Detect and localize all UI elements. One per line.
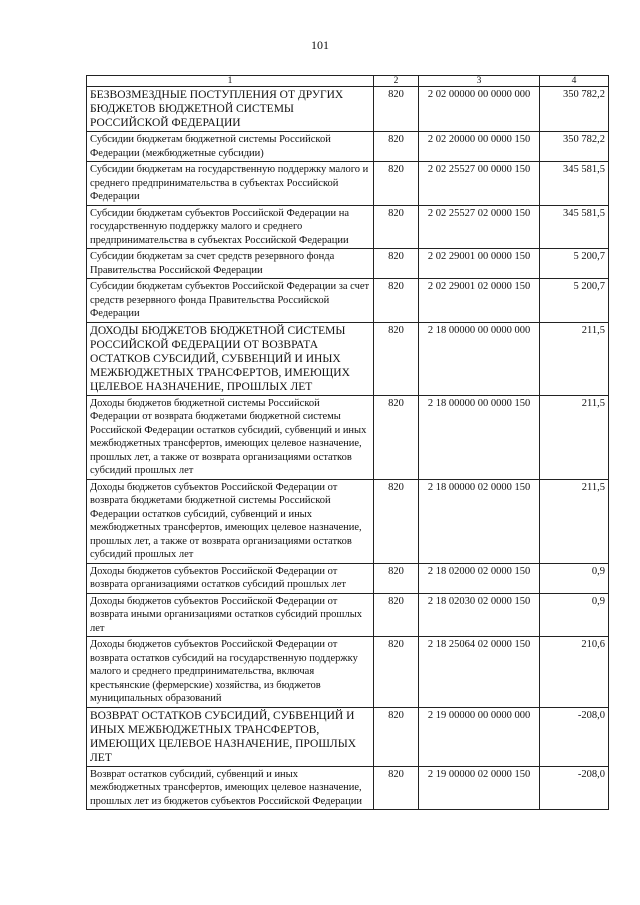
- row-amount-cell: 350 782,2: [540, 87, 609, 132]
- row-amount-cell: 210,6: [540, 637, 609, 708]
- table-row: [87, 637, 609, 708]
- row-name-cell: ДОХОДЫ БЮДЖЕТОВ БЮДЖЕТНОЙ СИСТЕМЫ РОССИЙСКОЙ ФЕДЕРАЦИИ ОТ ВОЗВРАТА ОСТАТКОВ СУБСИДИЙ, СУБВЕНЦИЙ И ИНЫХ МЕЖБЮДЖЕТНЫХ ТРАНСФЕРТОВ, ИМЕЮЩИХ ЦЕЛЕВОЕ НАЗНАЧЕНИЕ, ПРОШЛЫХ ЛЕТ: [87, 322, 374, 395]
- row-code-cell: 820: [374, 593, 419, 637]
- row-name-cell: Доходы бюджетов субъектов Российской Федерации от возврата иными организациями остатков субсидий прошлых лет: [87, 593, 374, 637]
- row-code-cell: 820: [374, 205, 419, 249]
- row-kbk-cell: 2 18 02030 02 0000 150: [419, 593, 540, 637]
- row-name-cell: Субсидии бюджетам за счет средств резервного фонда Правительства Российской Федерации: [87, 249, 374, 279]
- table-header-row: [87, 76, 609, 87]
- table-row: [87, 563, 609, 593]
- row-code-cell: 820: [374, 766, 419, 810]
- row-name-cell: БЕЗВОЗМЕЗДНЫЕ ПОСТУПЛЕНИЯ ОТ ДРУГИХ БЮДЖЕТОВ БЮДЖЕТНОЙ СИСТЕМЫ РОССИЙСКОЙ ФЕДЕРАЦИИ: [87, 87, 374, 132]
- row-kbk-cell: 2 02 25527 02 0000 150: [419, 205, 540, 249]
- row-kbk-cell: 2 19 00000 02 0000 150: [419, 766, 540, 810]
- row-name-cell: ВОЗВРАТ ОСТАТКОВ СУБСИДИЙ, СУБВЕНЦИЙ И ИНЫХ МЕЖБЮДЖЕТНЫХ ТРАНСФЕРТОВ, ИМЕЮЩИХ ЦЕЛЕВОЕ НАЗНАЧЕНИЕ, ПРОШЛЫХ ЛЕТ: [87, 707, 374, 766]
- header-col-1: 1: [87, 76, 374, 87]
- row-code-cell: 820: [374, 162, 419, 206]
- row-kbk-cell: 2 18 25064 02 0000 150: [419, 637, 540, 708]
- row-code-cell: 820: [374, 322, 419, 395]
- row-amount-cell: -208,0: [540, 766, 609, 810]
- row-amount-cell: 0,9: [540, 593, 609, 637]
- row-name-cell: Субсидии бюджетам субъектов Российской Федерации за счет средств резервного фонда Правительства Российской Федерации: [87, 279, 374, 323]
- table-row: [87, 205, 609, 249]
- row-name-cell: Доходы бюджетов субъектов Российской Федерации от возврата бюджетами бюджетной системы Российской Федерации остатков субсидий, субвенций и иных межбюджетных трансфертов, имеющих целевое назначение, прошлых лет, а также от возврата организациями остатков субсидий прошлых лет: [87, 479, 374, 563]
- row-name-cell: Доходы бюджетов субъектов Российской Федерации от возврата остатков субсидий на государственную поддержку малого и среднего предпринимательства, включая крестьянские (фермерские) хозяйства, из бюджетов муниципальных образований: [87, 637, 374, 708]
- row-code-cell: 820: [374, 279, 419, 323]
- row-code-cell: 820: [374, 395, 419, 479]
- row-kbk-cell: 2 18 00000 02 0000 150: [419, 479, 540, 563]
- table-row: [87, 479, 609, 563]
- row-amount-cell: 211,5: [540, 479, 609, 563]
- row-code-cell: 820: [374, 132, 419, 162]
- row-name-cell: Субсидии бюджетам бюджетной системы Российской Федерации (межбюджетные субсидии): [87, 132, 374, 162]
- row-amount-cell: 211,5: [540, 322, 609, 395]
- row-name-cell: Возврат остатков субсидий, субвенций и иных межбюджетных трансфертов, имеющих целевое назначение, прошлых лет из бюджетов субъектов Российской Федерации: [87, 766, 374, 810]
- row-amount-cell: 345 581,5: [540, 205, 609, 249]
- row-kbk-cell: 2 18 00000 00 0000 150: [419, 395, 540, 479]
- row-kbk-cell: 2 02 29001 00 0000 150: [419, 249, 540, 279]
- table-row: [87, 132, 609, 162]
- row-code-cell: 820: [374, 87, 419, 132]
- row-code-cell: 820: [374, 479, 419, 563]
- row-code-cell: 820: [374, 563, 419, 593]
- page-number: 101: [311, 38, 329, 52]
- row-amount-cell: 5 200,7: [540, 249, 609, 279]
- table-row: [87, 249, 609, 279]
- row-amount-cell: -208,0: [540, 707, 609, 766]
- row-kbk-cell: 2 02 25527 00 0000 150: [419, 162, 540, 206]
- table-row: [87, 279, 609, 323]
- row-kbk-cell: 2 19 00000 00 0000 000: [419, 707, 540, 766]
- table-row: [87, 395, 609, 479]
- row-kbk-cell: 2 18 02000 02 0000 150: [419, 563, 540, 593]
- table-row: [87, 87, 609, 132]
- table-row: [87, 322, 609, 395]
- header-col-3: 3: [419, 76, 540, 87]
- row-kbk-cell: 2 02 20000 00 0000 150: [419, 132, 540, 162]
- row-amount-cell: 211,5: [540, 395, 609, 479]
- table-row: [87, 766, 609, 810]
- table-row: [87, 593, 609, 637]
- row-kbk-cell: 2 18 00000 00 0000 000: [419, 322, 540, 395]
- row-code-cell: 820: [374, 637, 419, 708]
- header-col-2: 2: [374, 76, 419, 87]
- row-code-cell: 820: [374, 249, 419, 279]
- row-name-cell: Субсидии бюджетам субъектов Российской Федерации на государственную поддержку малого и среднего предпринимательства в субъектах Российской Федерации: [87, 205, 374, 249]
- row-amount-cell: 350 782,2: [540, 132, 609, 162]
- table-row: [87, 707, 609, 766]
- row-code-cell: 820: [374, 707, 419, 766]
- row-name-cell: Субсидии бюджетам на государственную поддержку малого и среднего предпринимательства в субъектах Российской Федерации: [87, 162, 374, 206]
- table-body: [87, 76, 609, 810]
- row-amount-cell: 5 200,7: [540, 279, 609, 323]
- header-col-4: 4: [540, 76, 609, 87]
- row-name-cell: Доходы бюджетов бюджетной системы Российской Федерации от возврата бюджетами бюджетной системы Российской Федерации остатков субсидий, субвенций и иных межбюджетных трансфертов, имеющих целевое назначение, прошлых лет, а также от возврата организациями остатков субсидий прошлых лет: [87, 395, 374, 479]
- row-amount-cell: 345 581,5: [540, 162, 609, 206]
- table-row: [87, 162, 609, 206]
- revenue-table: [86, 75, 609, 810]
- row-kbk-cell: 2 02 00000 00 0000 000: [419, 87, 540, 132]
- row-amount-cell: 0,9: [540, 563, 609, 593]
- row-kbk-cell: 2 02 29001 02 0000 150: [419, 279, 540, 323]
- row-name-cell: Доходы бюджетов субъектов Российской Федерации от возврата организациями остатков субсидий прошлых лет: [87, 563, 374, 593]
